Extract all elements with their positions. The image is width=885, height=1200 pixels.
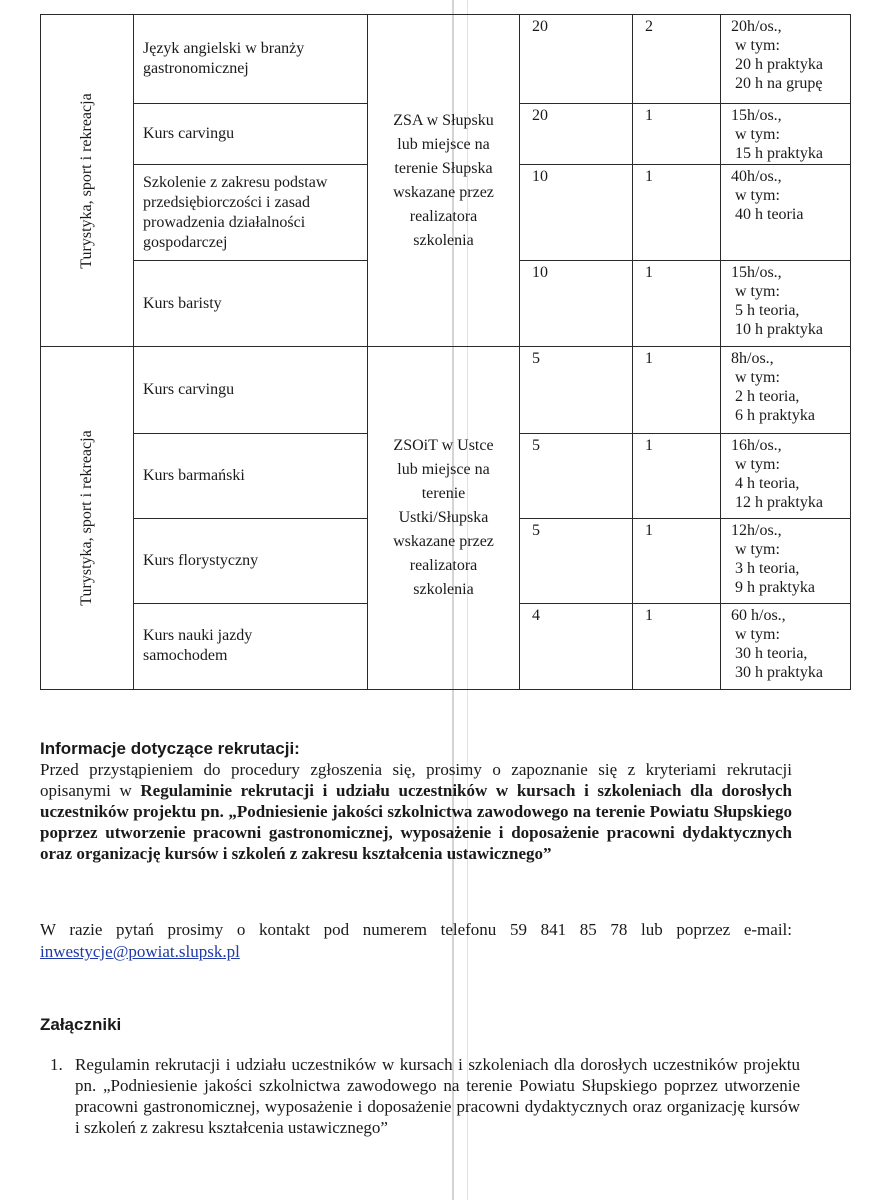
groups-cell xyxy=(633,104,721,165)
courses-table-body xyxy=(41,15,851,690)
hours-cell xyxy=(721,164,851,260)
groups-cell xyxy=(633,15,721,104)
hours-line: w tym: xyxy=(735,455,780,473)
groups-value: 1 xyxy=(645,436,653,454)
hours-line: w tym: xyxy=(735,369,780,387)
text-line: Kurs baristy xyxy=(143,294,222,312)
text-line: lub miejsce na xyxy=(397,461,490,479)
groups-cell xyxy=(633,347,721,433)
participants-value: 5 xyxy=(532,350,540,368)
text-line: Kurs carvingu xyxy=(143,125,235,143)
text-line: prowadzenia działalności xyxy=(143,213,306,231)
hours-line: w tym: xyxy=(735,37,780,54)
area-label: Turystyka, sport i rekreacja xyxy=(78,93,95,269)
email-link[interactable]: inwestycje@powiat.slupsk.pl xyxy=(40,942,240,961)
courses-table xyxy=(40,14,851,690)
hours-line: w tym: xyxy=(735,625,780,643)
hours-line: 6 h praktyka xyxy=(735,407,815,425)
hours-cell xyxy=(721,15,851,104)
participants-cell xyxy=(520,104,633,165)
hours-line: 30 h teoria, xyxy=(735,644,808,662)
attachments-heading: Załączniki xyxy=(40,1015,122,1034)
groups-value: 1 xyxy=(645,167,653,185)
area-cell xyxy=(41,15,134,347)
text-line: wskazane przez xyxy=(393,183,494,201)
text-line: wskazane przez xyxy=(393,533,494,551)
hours-line: 20 h na grupę xyxy=(735,75,823,92)
hours-line: 30 h praktyka xyxy=(735,663,823,681)
hours-cell xyxy=(721,603,851,689)
area-cell xyxy=(41,347,134,690)
hours-line: 5 h teoria, xyxy=(735,302,800,320)
text-line: ZSA w Słupsku xyxy=(393,111,494,129)
text-line: terenie Słupska xyxy=(394,159,493,177)
hours-line: 15 h praktyka xyxy=(735,145,823,163)
participants-cell xyxy=(520,15,633,104)
groups-cell xyxy=(633,518,721,603)
groups-value: 2 xyxy=(645,18,653,35)
participants-value: 10 xyxy=(532,167,548,185)
hours-line: 12 h praktyka xyxy=(735,493,823,511)
participants-value: 20 xyxy=(532,107,548,125)
text-line: realizatora xyxy=(409,557,478,575)
hours-cell xyxy=(721,347,851,433)
hours-cell xyxy=(721,261,851,347)
groups-cell xyxy=(633,261,721,347)
groups-value: 1 xyxy=(645,606,653,624)
hours-line: w tym: xyxy=(735,540,780,558)
course-row xyxy=(41,15,851,104)
hours-line: 4 h teoria, xyxy=(735,474,800,492)
hours-line: 40 h teoria xyxy=(735,205,804,223)
participants-cell xyxy=(520,603,633,689)
hours-line: 40h/os., xyxy=(731,167,782,185)
participants-value: 4 xyxy=(532,606,540,624)
groups-value: 1 xyxy=(645,107,653,125)
hours-line: 16h/os., xyxy=(731,436,782,454)
hours-line: 20 h praktyka xyxy=(735,56,823,73)
text-line: samochodem xyxy=(143,647,228,665)
course-name-cell xyxy=(134,104,368,165)
text-line: przedsiębiorczości i zasad xyxy=(143,193,311,211)
area-label: Turystyka, sport i rekreacja xyxy=(78,430,95,606)
course-name-cell xyxy=(134,164,368,260)
text-line: terenie xyxy=(421,485,466,503)
regulation-title: Regulaminie rekrutacji i udziału uczestników w kursach i szkoleniach dla dorosłych uczestników projektu pn. „Podniesienie jakości szkolnictwa zawodowego na terenie Powiatu Słupskiego poprzez utworzenie pracowni gastronomicznej, wyposażenie i doposażenie pracowni dydaktycznych oraz organizację kursów i szkoleń z zakresu kształcenia ustawicznego” xyxy=(40,781,792,863)
text-line: Ustki/Słupska xyxy=(398,509,489,527)
text-line: ZSOiT w Ustce xyxy=(393,437,494,455)
attachments-list xyxy=(40,1054,800,1138)
contact-text xyxy=(40,919,792,963)
hours-line: 15h/os., xyxy=(731,107,782,125)
text-line: Kurs florystyczny xyxy=(143,551,259,569)
course-row xyxy=(41,347,851,433)
groups-cell xyxy=(633,433,721,518)
hours-cell xyxy=(721,433,851,518)
contact-phone-text: W razie pytań prosimy o kontakt pod numerem telefonu 59 841 85 78 lub poprzez e-mail: xyxy=(40,920,792,939)
participants-value: 5 xyxy=(532,521,540,539)
course-name-cell xyxy=(134,261,368,347)
hours-line: w tym: xyxy=(735,126,780,144)
text-line: Kurs carvingu xyxy=(143,380,235,398)
groups-value: 1 xyxy=(645,521,653,539)
attachment-number: 1. xyxy=(50,1055,63,1074)
text-line: Kurs barmański xyxy=(143,466,245,484)
recruitment-section xyxy=(40,738,792,864)
groups-cell xyxy=(633,603,721,689)
hours-cell xyxy=(721,518,851,603)
hours-line: w tym: xyxy=(735,283,780,301)
attachment-item: Regulamin rekrutacji i udziału uczestników w kursach i szkoleniach dla dorosłych uczestników projektu pn. „Podniesienie jakości szkolnictwa zawodowego na terenie Powiatu Słupskiego poprzez utworzenie pracowni gastronomicznej, wyposażenie i doposażenie pracowni dydaktycznych oraz organizację kursów i szkoleń z zakresu kształcenia ustawicznego” xyxy=(75,1055,800,1137)
text-line: Szkolenie z zakresu podstaw xyxy=(143,173,328,191)
participants-cell xyxy=(520,433,633,518)
hours-line: 8h/os., xyxy=(731,350,774,368)
participants-cell xyxy=(520,518,633,603)
text-line: gastronomicznej xyxy=(143,60,249,78)
hours-line: 60 h/os., xyxy=(731,606,786,624)
location-cell xyxy=(368,15,520,347)
hours-line: 9 h praktyka xyxy=(735,578,815,596)
text-line: Język angielski w branży xyxy=(143,40,305,58)
recruitment-text xyxy=(40,759,792,864)
text-line: szkolenia xyxy=(413,581,474,599)
groups-value: 1 xyxy=(645,264,653,282)
recruitment-intro: Przed przystąpieniem do procedury zgłoszenia się, prosimy o zapoznanie się z kryteriami rekrutacji opisanymi w xyxy=(40,760,792,800)
course-name-cell xyxy=(134,518,368,603)
hours-line: 12h/os., xyxy=(731,521,782,539)
participants-value: 10 xyxy=(532,264,548,282)
hours-line: 15h/os., xyxy=(731,264,782,282)
groups-value: 1 xyxy=(645,350,653,368)
contact-section xyxy=(40,919,792,963)
hours-line: 10 h praktyka xyxy=(735,321,823,339)
recruitment-heading: Informacje dotyczące rekrutacji: xyxy=(40,739,300,758)
text-line: szkolenia xyxy=(413,231,474,249)
hours-line: w tym: xyxy=(735,186,780,204)
text-line: Kurs nauki jazdy xyxy=(143,627,253,645)
course-name-cell xyxy=(134,347,368,433)
hours-line: 3 h teoria, xyxy=(735,559,800,577)
participants-value: 20 xyxy=(532,18,548,35)
course-name-cell xyxy=(134,433,368,518)
text-line: gospodarczej xyxy=(143,233,228,251)
location-cell xyxy=(368,347,520,690)
text-line: realizatora xyxy=(409,207,478,225)
groups-cell xyxy=(633,164,721,260)
course-name-cell xyxy=(134,603,368,689)
participants-cell xyxy=(520,347,633,433)
hours-line: 20h/os., xyxy=(731,18,782,35)
course-name-cell xyxy=(134,15,368,104)
participants-cell xyxy=(520,164,633,260)
participants-value: 5 xyxy=(532,436,540,454)
hours-line: 2 h teoria, xyxy=(735,388,800,406)
participants-cell xyxy=(520,261,633,347)
hours-cell xyxy=(721,104,851,165)
text-line: lub miejsce na xyxy=(397,135,490,153)
